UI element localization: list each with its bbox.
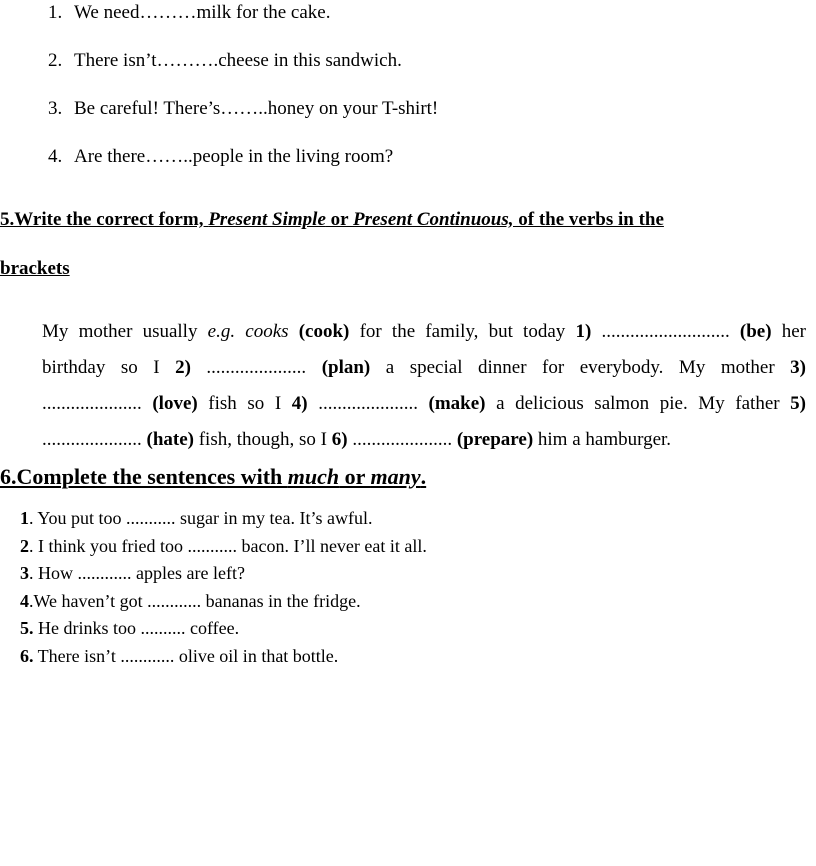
list-item xyxy=(20,505,427,533)
item-text: There isn’t……….cheese in this sandwich. xyxy=(74,50,402,71)
item-number: 4. xyxy=(48,146,63,167)
heading-italic: much xyxy=(287,464,340,489)
item-number: 4 xyxy=(20,590,29,611)
item-number: 3 xyxy=(20,563,29,583)
heading-italic: many xyxy=(370,464,421,489)
list-item xyxy=(48,48,438,96)
item-text: There isn’t ............ olive oil in that bottle. xyxy=(33,645,339,666)
item-text: .We haven’t got ............ bananas in the fridge. xyxy=(29,590,361,611)
list-item xyxy=(48,0,438,48)
list-item xyxy=(48,144,438,192)
item-text: Be careful! There’s……..honey on your T-shirt! xyxy=(74,98,439,119)
item-text: We need………milk for the cake. xyxy=(74,2,331,23)
list-item xyxy=(20,615,427,643)
heading-text: of the verbs in the xyxy=(513,209,664,230)
list-item xyxy=(20,560,427,588)
heading-text: 6.Complete the sentences with xyxy=(0,464,288,489)
part4-list xyxy=(48,0,438,192)
heading-italic: Present Simple xyxy=(208,209,326,230)
item-number: 2. xyxy=(48,50,63,71)
item-text: . You put too ........... sugar in my tea. It’s awful. xyxy=(29,508,373,528)
list-item xyxy=(48,96,438,144)
item-number: 1 xyxy=(20,508,29,528)
paragraph-line: birthday so I 2) ..................... (plan) a special dinner for everybody. My mother 3) xyxy=(42,357,806,378)
item-text: . How ............ apples are left? xyxy=(29,563,245,583)
item-text: He drinks too .......... coffee. xyxy=(33,618,240,638)
heading-text: or xyxy=(339,464,371,489)
paragraph-line: ..................... (hate) fish, though, so I 6) ..................... (prepare) him a hamburger. xyxy=(42,429,672,450)
part5-heading-line2: brackets xyxy=(0,258,70,279)
item-number: 6. xyxy=(20,645,34,666)
heading-text: . xyxy=(420,464,427,489)
list-item xyxy=(20,643,427,671)
heading-italic: Present Continuous, xyxy=(353,209,514,230)
part5-heading xyxy=(0,209,664,231)
item-text: . I think you fried too ........... bacon. I’ll never eat it all. xyxy=(29,535,427,556)
list-item xyxy=(20,588,427,616)
paragraph-line: ..................... (love) fish so I 4) ..................... (make) a delicious salmon pie. My father 5) xyxy=(42,393,806,414)
item-number: 1. xyxy=(48,2,63,23)
heading-text: or xyxy=(325,209,353,230)
part6-heading xyxy=(0,464,426,490)
part5-paragraph xyxy=(42,314,806,458)
item-text: Are there……..people in the living room? xyxy=(74,146,394,167)
paragraph-line: My mother usually e.g. cooks (cook) for the family, but today 1) ........................... (be) her xyxy=(42,321,807,342)
item-number: 5. xyxy=(20,618,34,638)
list-item xyxy=(20,533,427,561)
item-number: 3. xyxy=(48,98,63,119)
item-number: 2 xyxy=(20,535,29,556)
part6-list xyxy=(20,505,427,670)
heading-text: 5.Write the correct form, xyxy=(0,209,209,230)
